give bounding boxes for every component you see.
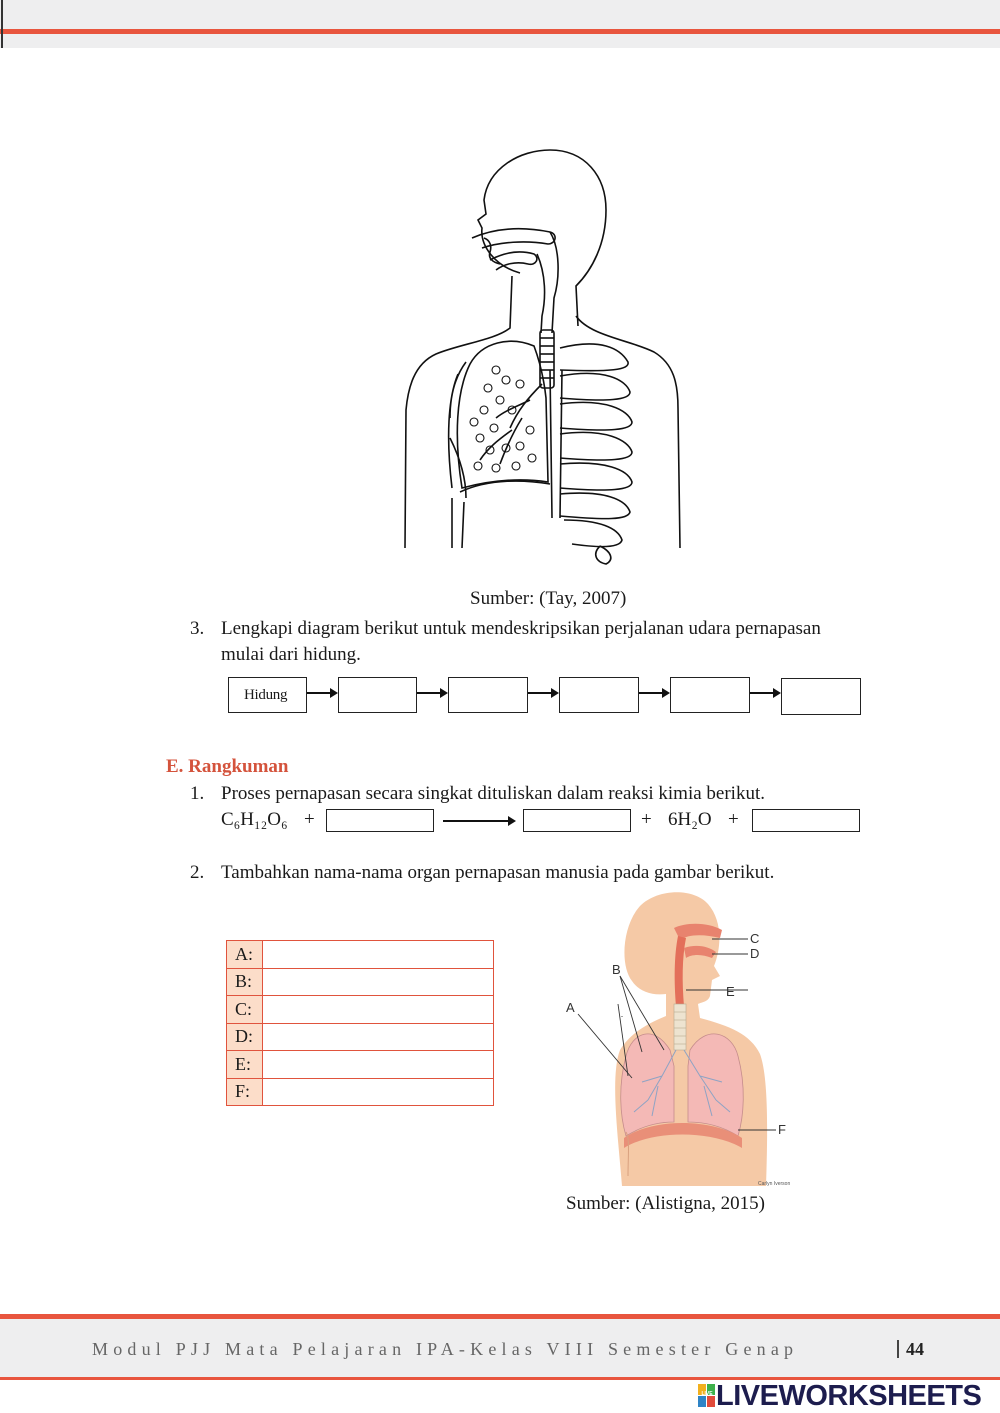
flow-arrow <box>750 692 774 694</box>
label-f: F <box>778 1122 786 1137</box>
flow-box-blank[interactable] <box>559 677 639 713</box>
figure2-caption: Sumber: (Alistigna, 2015) <box>566 1193 765 1214</box>
product-blank-box[interactable] <box>752 809 860 832</box>
answer-cell[interactable] <box>263 968 494 996</box>
flow-arrow-head <box>330 688 338 698</box>
flow-box-blank[interactable] <box>448 677 528 713</box>
answer-cell[interactable] <box>263 996 494 1024</box>
product-water: 6H₂O <box>668 809 712 830</box>
plus-sign: + <box>728 809 739 830</box>
figure1-caption: Sumber: (Tay, 2007) <box>470 588 627 609</box>
flow-box-hidung-label: Hidung <box>244 687 288 703</box>
flow-arrow-head <box>440 688 448 698</box>
flow-arrow <box>528 692 552 694</box>
flow-arrow <box>307 692 331 694</box>
figure2-credit: Carlyn Iverson <box>758 1181 791 1187</box>
question3-number: 3. <box>190 618 205 639</box>
row-key: C: <box>227 996 263 1024</box>
reaction-arrow-head <box>508 816 516 826</box>
question3-text-line2: mulai dari hidung. <box>221 644 361 665</box>
product-blank-box[interactable] <box>523 809 631 832</box>
answer-cell[interactable] <box>263 1023 494 1051</box>
reactant-glucose: C₆H₁₂O₆ <box>221 809 288 830</box>
flow-arrow-head <box>551 688 559 698</box>
label-c: C <box>750 931 760 946</box>
item1-number: 1. <box>190 783 205 804</box>
answer-cell[interactable] <box>263 941 494 969</box>
liveworksheets-logo-icon <box>698 1384 716 1408</box>
label-e: E <box>726 984 735 999</box>
section-e-title: E. Rangkuman <box>166 756 289 777</box>
header-left-mark <box>1 0 3 48</box>
table-row <box>227 968 494 996</box>
row-key: E: <box>227 1051 263 1079</box>
logo-badge-text: LIVE <box>701 1391 713 1397</box>
flow-arrow <box>639 692 663 694</box>
header-accent-line <box>0 29 1000 34</box>
flow-box-blank[interactable] <box>338 677 417 713</box>
label-b: B <box>612 962 621 977</box>
flow-arrow-head <box>662 688 670 698</box>
organ-answer-table <box>226 940 494 1106</box>
respiratory-color-figure <box>562 886 800 1190</box>
flow-arrow-head <box>773 688 781 698</box>
table-row <box>227 1078 494 1106</box>
plus-sign: + <box>304 809 315 830</box>
page-header-band <box>0 0 1000 48</box>
table-row <box>227 1023 494 1051</box>
flow-box-hidung <box>228 677 307 713</box>
reactant-blank-box[interactable] <box>326 809 434 832</box>
label-d: D <box>750 946 760 961</box>
table-row <box>227 941 494 969</box>
label-a: A <box>566 1000 575 1015</box>
item2-text: Tambahkan nama-nama organ pernapasan manusia pada gambar berikut. <box>221 862 775 883</box>
answer-cell[interactable] <box>263 1078 494 1106</box>
table-row <box>227 996 494 1024</box>
flow-arrow <box>417 692 441 694</box>
flow-box-blank[interactable] <box>670 677 750 713</box>
plus-sign: + <box>641 809 652 830</box>
answer-cell[interactable] <box>263 1051 494 1079</box>
question3-text-line1: Lengkapi diagram berikut untuk mendeskripsikan perjalanan udara pernapasan <box>221 618 821 639</box>
footer-module-title: Modul PJJ Mata Pelajaran IPA-Kelas VIII Semester Genap <box>92 1339 799 1359</box>
page-number-divider <box>897 1340 899 1358</box>
row-key: A: <box>227 941 263 969</box>
flow-box-blank[interactable] <box>781 678 861 715</box>
table-row <box>227 1051 494 1079</box>
row-key: D: <box>227 1023 263 1051</box>
respiratory-outline-figure <box>400 148 685 568</box>
row-key: F: <box>227 1078 263 1106</box>
reaction-arrow <box>443 820 509 822</box>
row-key: B: <box>227 968 263 996</box>
item2-number: 2. <box>190 862 205 883</box>
item1-text: Proses pernapasan secara singkat dituliskan dalam reaksi kimia berikut. <box>221 783 765 804</box>
page-number: 44 <box>906 1339 924 1359</box>
liveworksheets-brand: LIVEWORKSHEETS <box>716 1380 982 1412</box>
